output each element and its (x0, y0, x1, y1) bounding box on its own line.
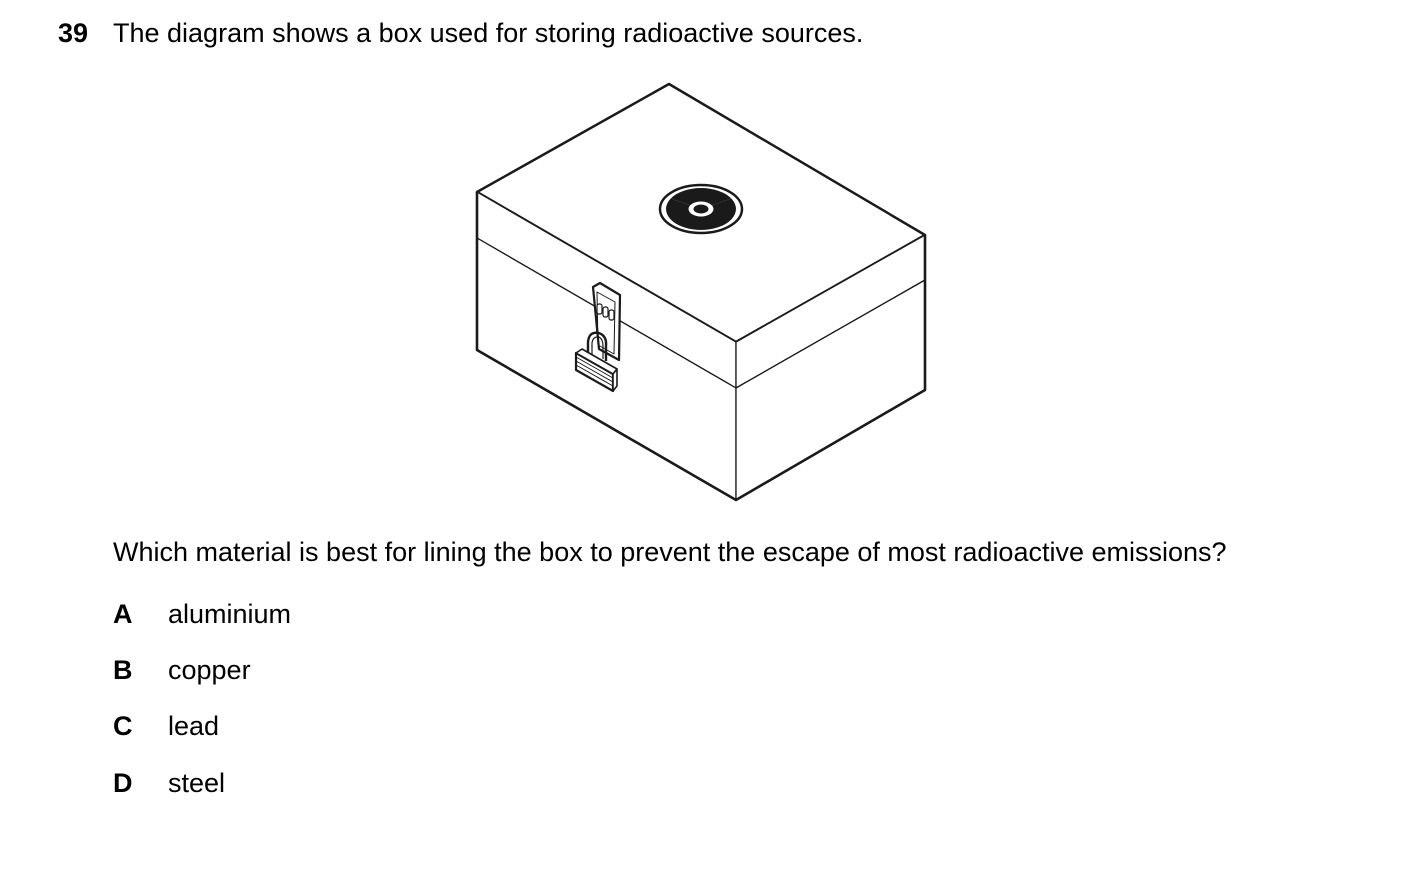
option-a-letter: A (113, 599, 133, 629)
option-c[interactable] (113, 709, 219, 743)
question-number: 39 (58, 18, 89, 48)
option-c-letter: C (113, 711, 133, 741)
option-d[interactable] (113, 766, 225, 800)
option-a[interactable] (113, 597, 291, 631)
option-a-text: aluminium (168, 599, 292, 629)
radioactive-storage-box-diagram (470, 78, 932, 506)
option-c-text: lead (168, 711, 220, 741)
question-stem: Which material is best for lining the box to prevent the escape of most radioactive emissions? (113, 537, 1227, 567)
question-intro: The diagram shows a box used for storing radioactive sources. (113, 18, 864, 48)
option-d-text: steel (168, 768, 226, 798)
option-d-letter: D (113, 768, 133, 798)
option-b-text: copper (168, 655, 251, 685)
option-b[interactable] (113, 653, 251, 687)
option-b-letter: B (113, 655, 133, 685)
